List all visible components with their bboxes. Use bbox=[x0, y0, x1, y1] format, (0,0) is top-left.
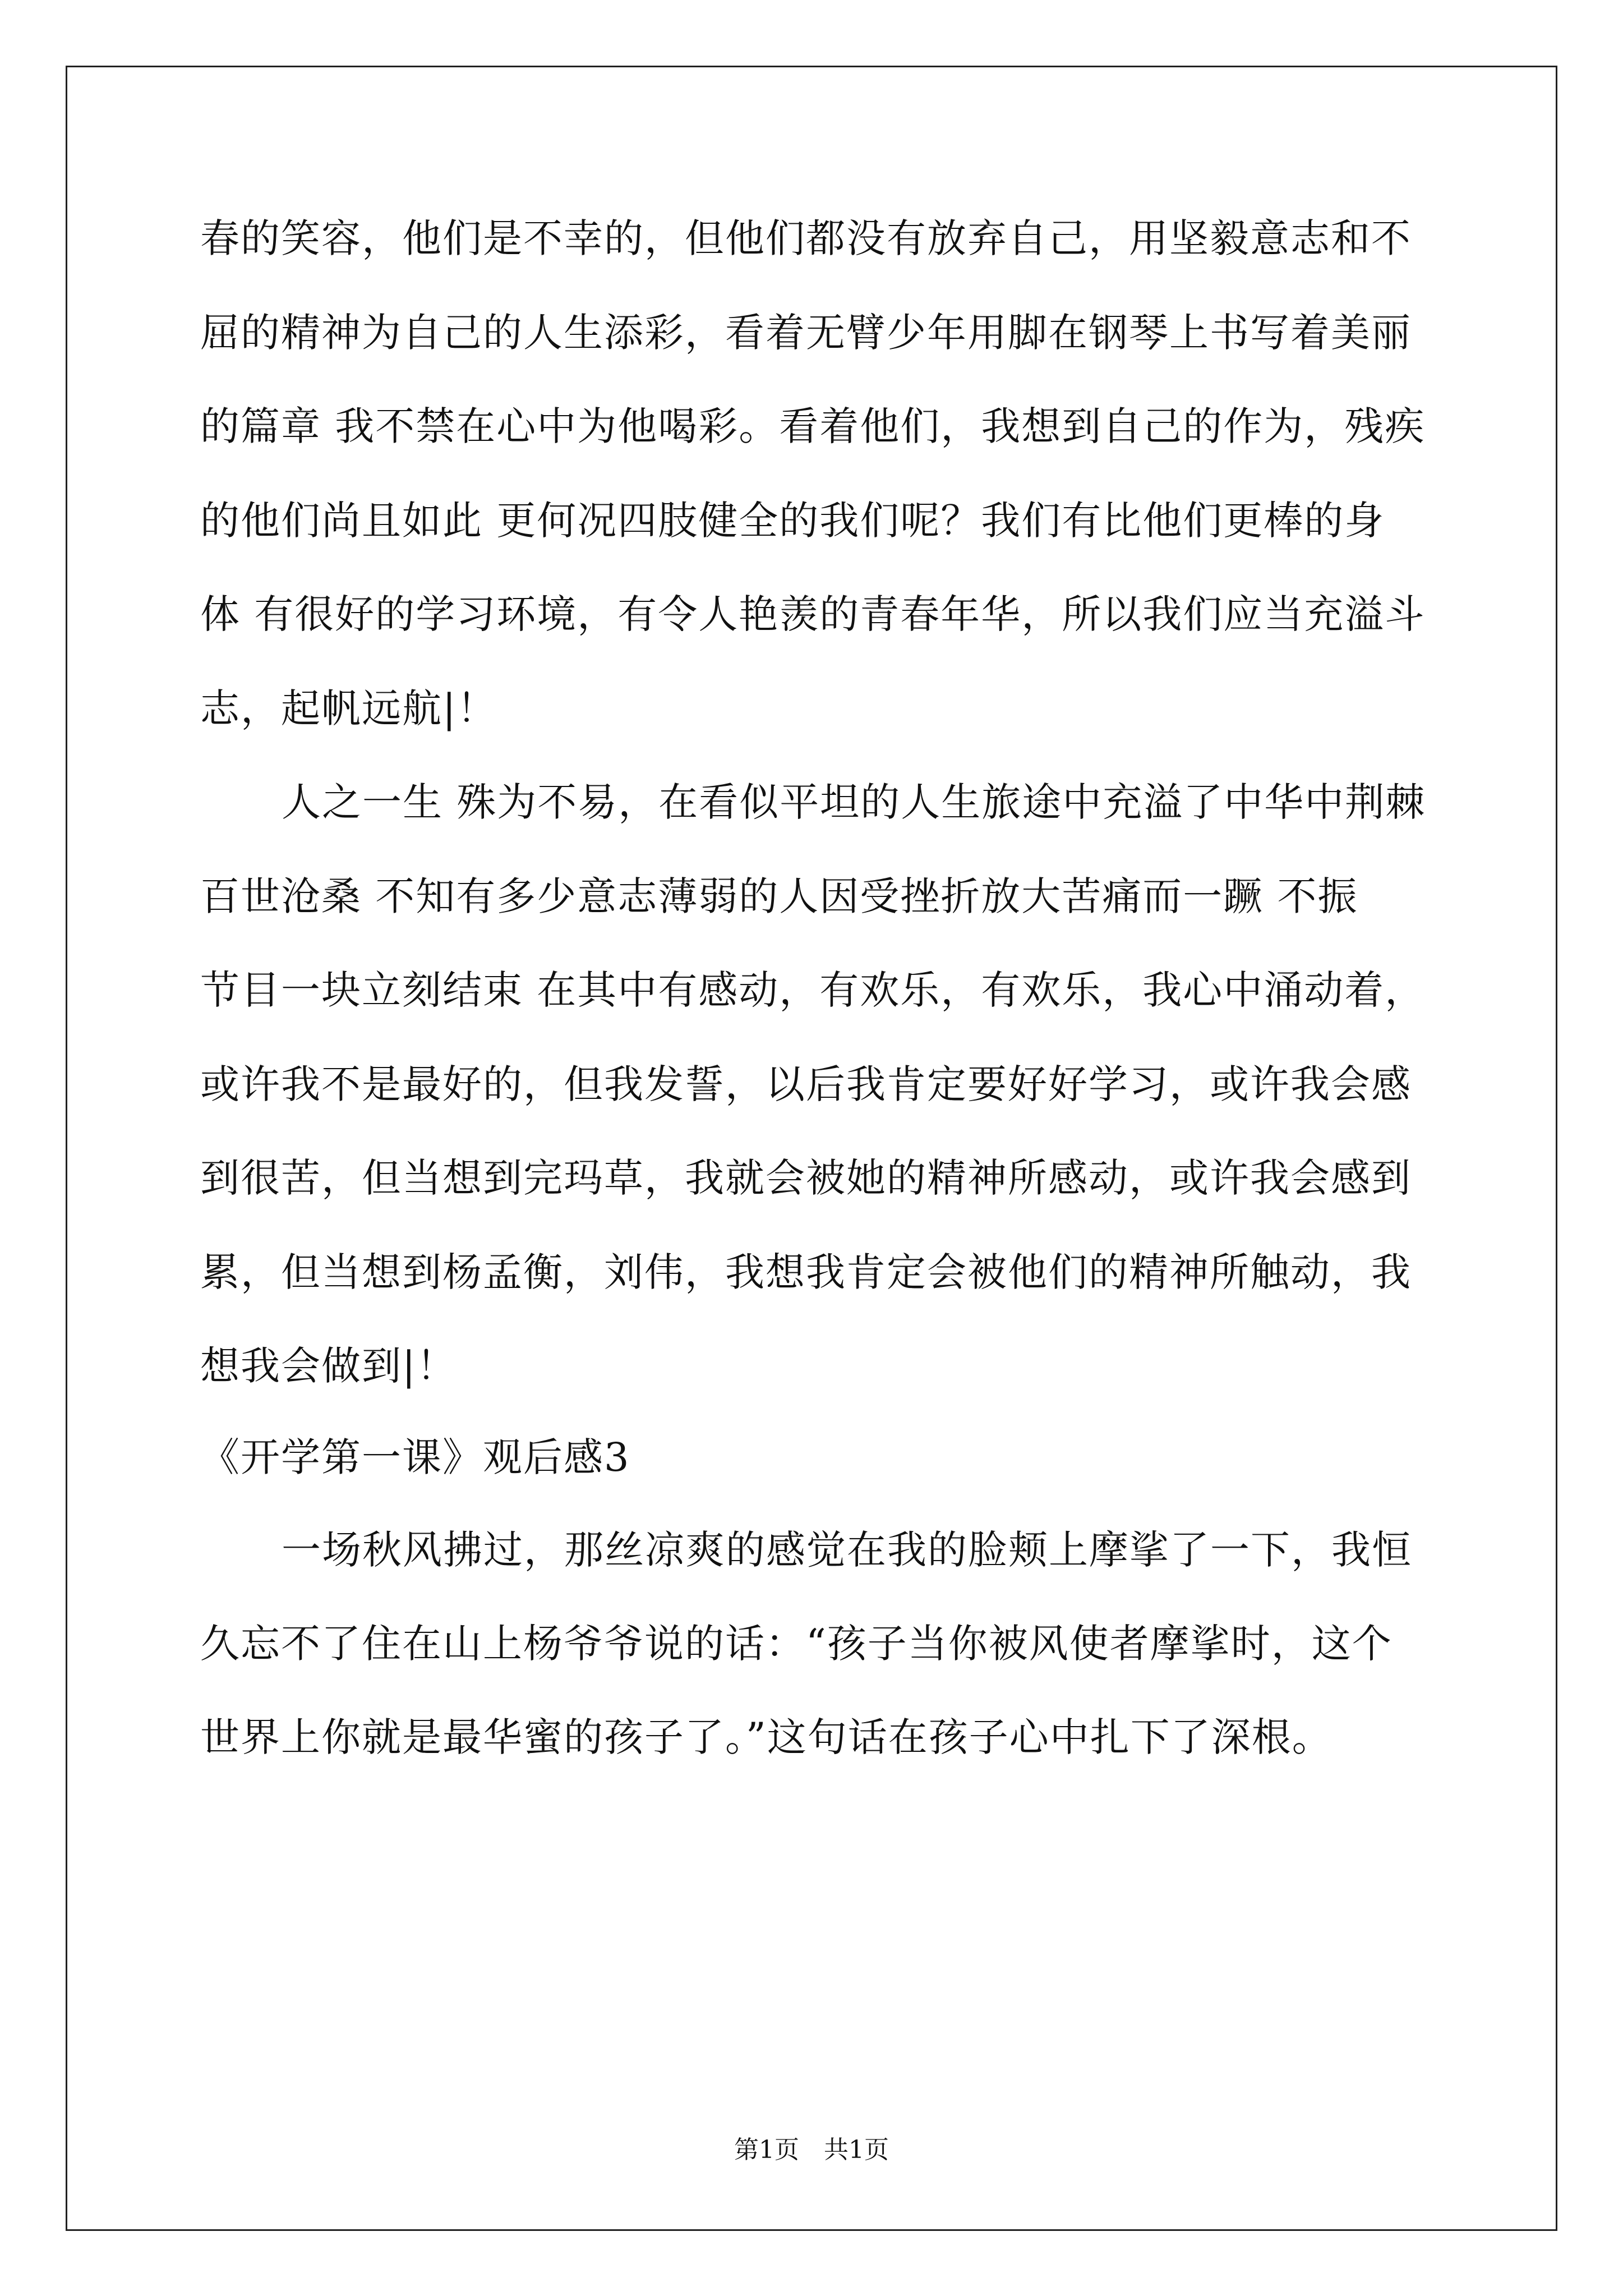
paragraph-line: 累，但当想到杨孟衡，刘伟，我想我肯定会被他们的精神所触动，我 bbox=[200, 1249, 1412, 1295]
section-heading: 《开学第一课》观后感3 bbox=[200, 1434, 630, 1480]
page-number: 第1页 共1页 bbox=[734, 2136, 889, 2164]
paragraph-line: 百世沧桑 不知有多少意志薄弱的人因受挫折放大苦痛而一蹶 不振 bbox=[200, 873, 1358, 919]
paragraph-line: 世界上你就是最华蜜的孩子了。”这句话在孩子心中扎下了深根。 bbox=[200, 1714, 1332, 1760]
paragraph-line: 想我会做到|！ bbox=[200, 1343, 457, 1389]
paragraph-line: 一场秋风拂过，那丝凉爽的感觉在我的脸颊上摩挲了一下，我恒 bbox=[282, 1527, 1412, 1573]
paragraph-line: 的篇章 我不禁在心中为他喝彩。看着他们，我想到自己的作为，残疾 bbox=[200, 403, 1426, 449]
paragraph-line: 的他们尚且如此 更何况四肢健全的我们呢？我们有比他们更棒的身 bbox=[200, 498, 1385, 544]
paragraph-line: 体 有很好的学习环境，有令人艳羡的青春年华，所以我们应当充溢斗 bbox=[200, 591, 1426, 637]
paragraph-line: 屈的精神为自己的人生添彩，看着无臂少年用脚在钢琴上书写着美丽 bbox=[200, 310, 1412, 356]
paragraph-line: 春的笑容，他们是不幸的，但他们都没有放弃自己，用坚毅意志和不 bbox=[200, 215, 1412, 261]
paragraph-line: 节目一块立刻结束 在其中有感动，有欢乐，有欢乐，我心中涌动着， bbox=[200, 967, 1426, 1013]
paragraph-line: 或许我不是最好的，但我发誓，以后我肯定要好好学习，或许我会感 bbox=[200, 1061, 1412, 1107]
paragraph-line: 志，起帆远航|！ bbox=[200, 685, 497, 731]
paragraph-line: 久忘不了住在山上杨爷爷说的话：“孩子当你被风使者摩挲时，这个 bbox=[200, 1621, 1393, 1667]
paragraph-line: 到很苦，但当想到完玛草，我就会被她的精神所感动，或许我会感到 bbox=[200, 1155, 1412, 1201]
paragraph-line: 人之一生 殊为不易，在看似平坦的人生旅途中充溢了中华中荆棘 bbox=[282, 779, 1426, 825]
page-border bbox=[66, 66, 1557, 2231]
